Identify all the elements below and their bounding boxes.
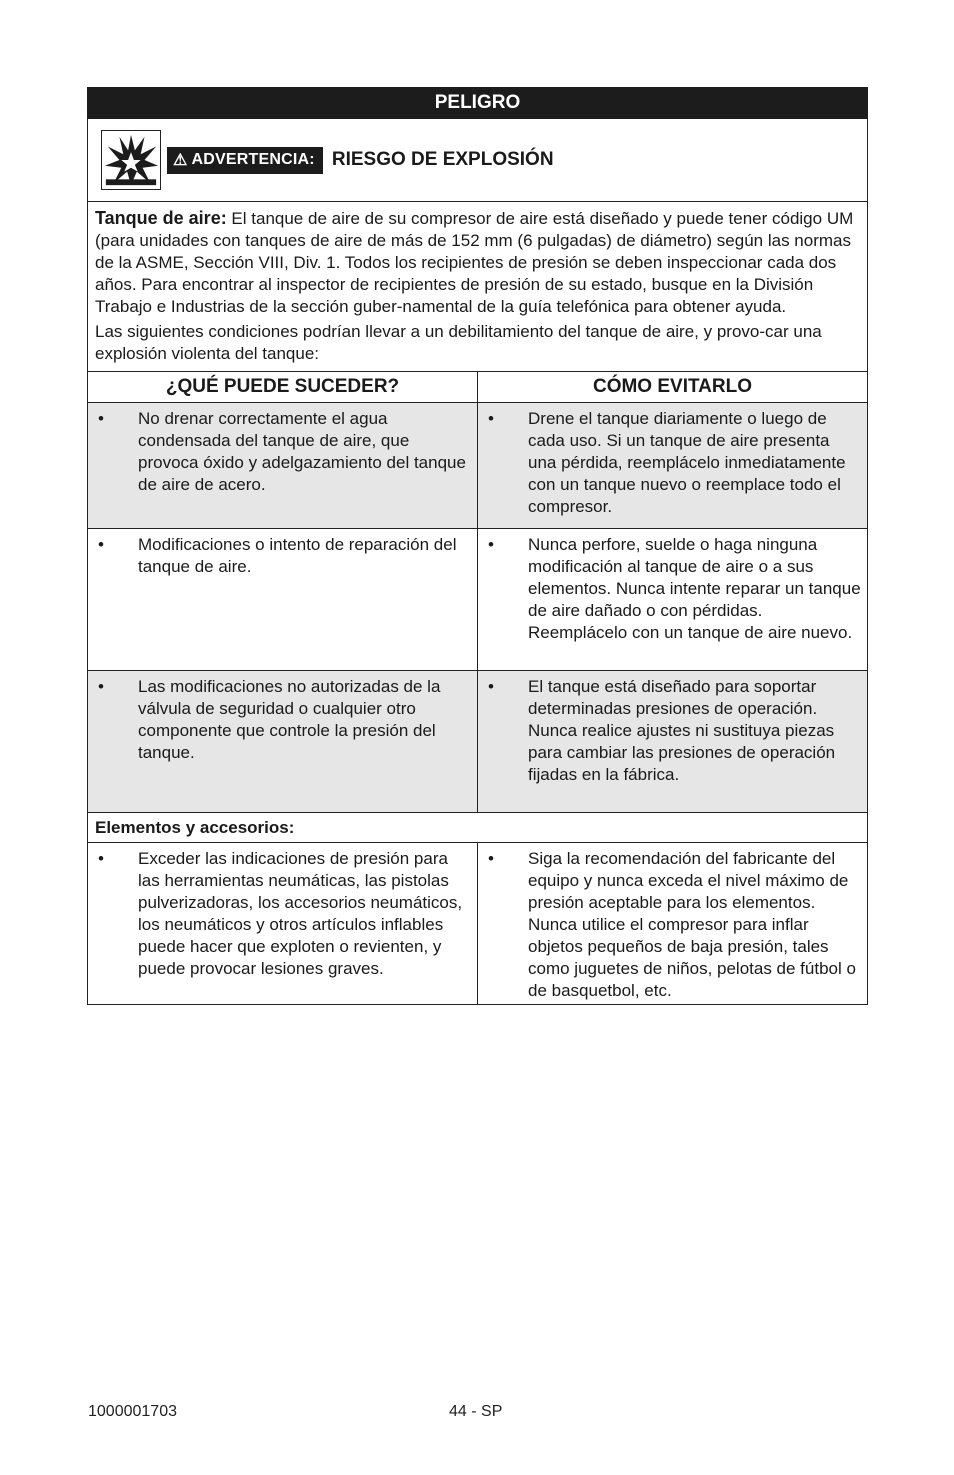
doc-number: 1000001703 [88,1403,177,1420]
table-cell-what [88,843,478,1005]
bullet: • [98,677,104,696]
table-cell-what [88,403,478,529]
bullet: • [98,849,104,868]
row-how-text: Nunca perfore, suelde o haga ninguna modificación al tanque de aire o a sus elementos. Nunca intente reparar un tanque de aire dañado o con pérdidas. Reemplácelo con un tanque de aire nuevo. [528,535,861,642]
page-number: 44 - SP [449,1403,503,1420]
row-what-text: Exceder las indicaciones de presión para las herramientas neumáticas, las pistolas pulverizadoras, los accesorios neumáticos, los neumáticos y otros artículos inflables puede hacer que exploten o revienten, y puede provocar lesiones graves. [138,849,463,978]
danger-body [87,119,868,1005]
danger-panel [87,87,868,1005]
warning-badge [167,147,323,174]
bullet: • [488,677,494,696]
col-header-what: ¿QUÉ PUEDE SUCEDER? [88,372,478,403]
section-title: Elementos y accesorios: [88,813,867,843]
row-what-text: No drenar correctamente el agua condensada del tanque de aire, que provoca óxido y adelgazamiento del tanque de aire de acero. [138,409,466,494]
table-row [88,529,867,671]
hazard-table [88,371,867,1004]
intro-text [88,202,867,371]
section-row [88,813,867,843]
bullet: • [488,535,494,554]
table-cell-what [88,671,478,813]
row-what-text: Modificaciones o intento de reparación del tanque de aire. [138,535,457,576]
warning-badge-label: ADVERTENCIA: [191,151,315,168]
danger-header: PELIGRO [87,87,868,119]
row-how-text: Drene el tanque diariamente o luego de cada uso. Si un tanque de aire presenta una pérdida, reemplácelo inmediatamente con un tanque nuevo o reemplace todo el compresor. [528,409,846,516]
row-how-text: El tanque está diseñado para soportar determinadas presiones de operación. Nunca realice ajustes ni sustituya piezas para cambiar las presiones de operación fijadas en la fábrica. [528,677,836,784]
bullet: • [488,409,494,428]
intro-paragraph-2: Las siguientes condiciones podrían llevar a un debilitamiento del tanque de aire, y provo-car una explosión violenta del tanque: [95,322,822,363]
table-cell-how [478,843,868,1005]
col-header-how: CÓMO EVITARLO [478,372,868,403]
bullet: • [98,535,104,554]
warning-triangle-icon: ⚠ [173,152,188,169]
table-row [88,403,867,529]
table-row [88,671,867,813]
bullet: • [98,409,104,428]
row-how-text: Siga la recomendación del fabricante del equipo y nunca exceda el nivel máximo de presión aceptable para los elementos. Nunca utilice el compresor para inflar objetos pequeños de baja presión, tales como juguetes de niños, pelotas de fútbol o de basquetbol, etc. [528,849,856,1000]
risk-title: RIESGO DE EXPLOSIÓN [331,149,554,170]
table-cell-how [478,671,868,813]
bullet: • [488,849,494,868]
explosion-icon [101,130,161,190]
intro-body: El tanque de aire de su compresor de aire está diseñado y puede tener código UM (para unidades con tanques de aire de más de 152 mm (6 pulgadas) de diámetro) según las normas de la ASME, Sección VIII, Div. 1. Todos los recipientes de presión se deben inspeccionar cada dos años. Para encontrar al inspector de recipientes de presión de su estado, busque en la División Trabajo e Industrias de la sección guber-namental de la guía telefónica para obtener ayuda. [95,209,854,316]
intro-paragraph-1 [95,207,859,318]
intro-lead: Tanque de aire: [95,208,227,228]
table-cell-what [88,529,478,671]
table-row [88,843,867,1005]
table-header-row [88,372,867,403]
warning-row [88,119,867,202]
table-cell-how [478,529,868,671]
row-what-text: Las modificaciones no autorizadas de la válvula de seguridad o cualquier otro componente que controle la presión del tanque. [138,677,441,762]
table-cell-how [478,403,868,529]
